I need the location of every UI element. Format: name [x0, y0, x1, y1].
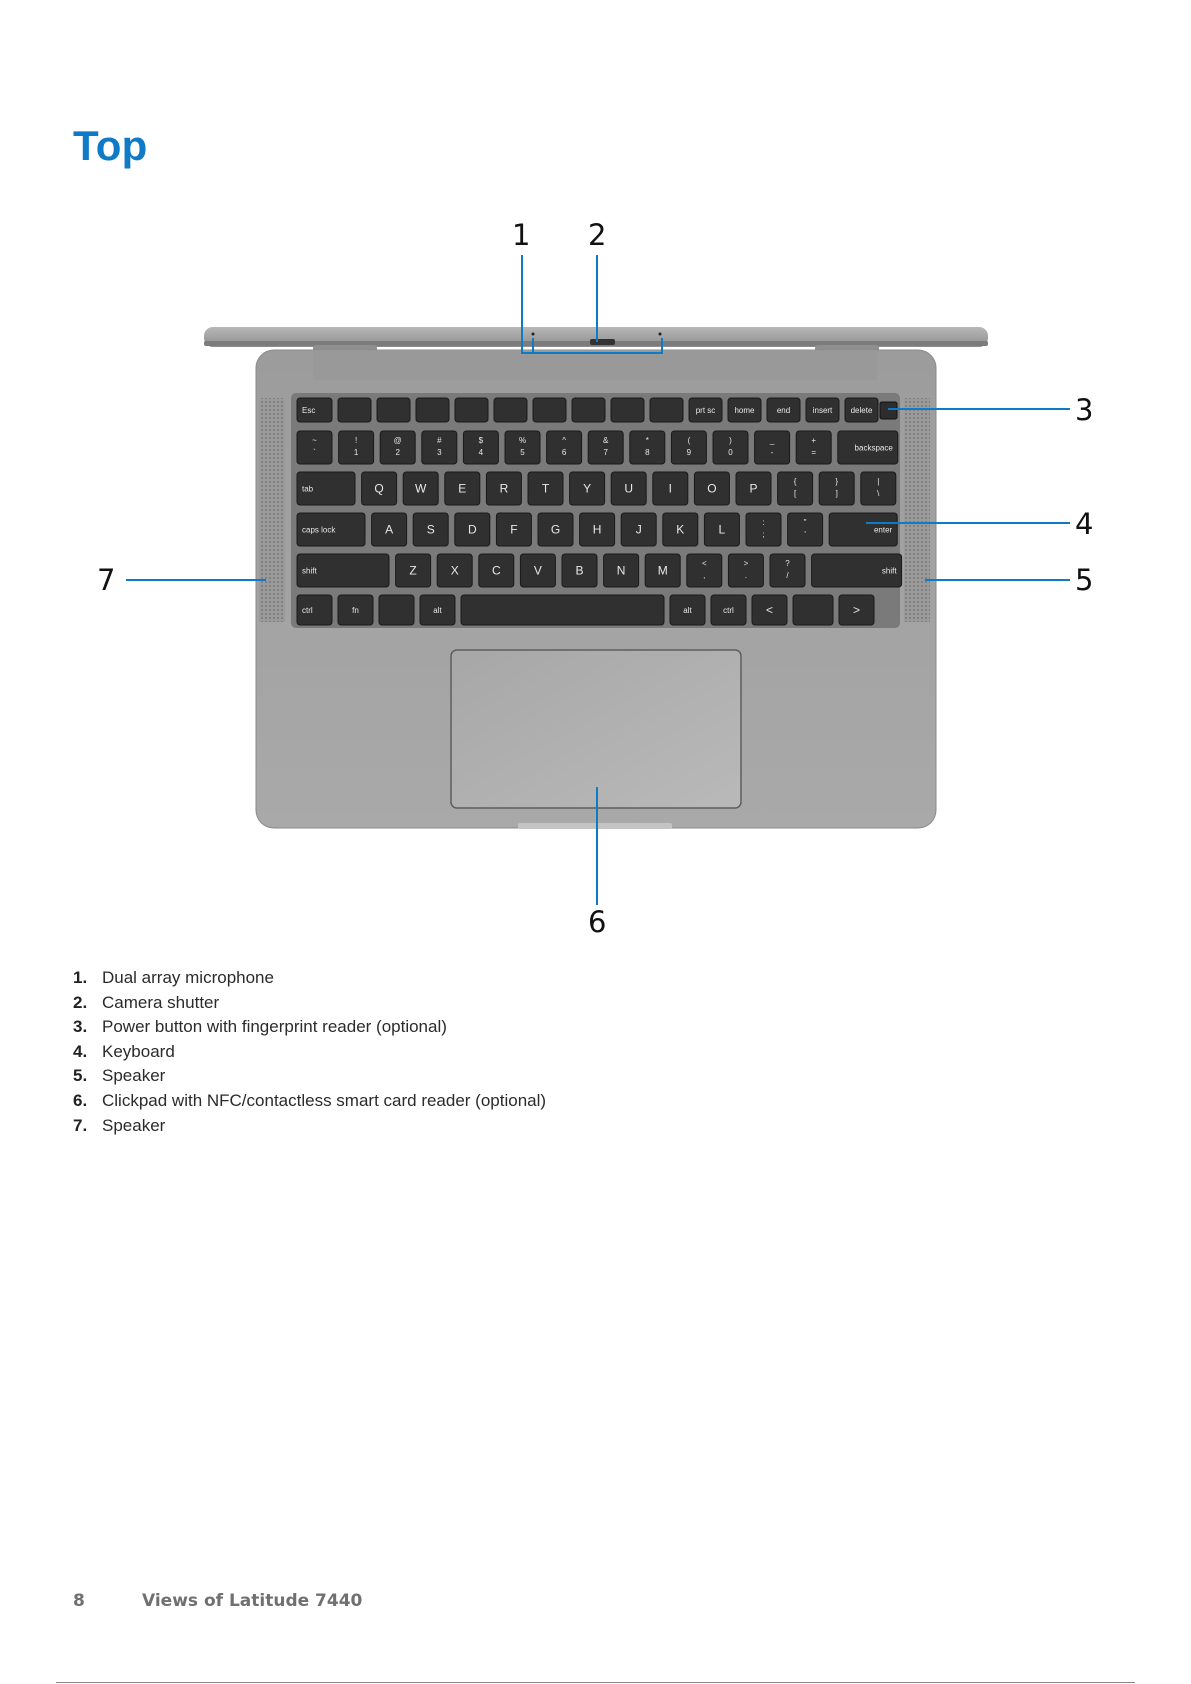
key-label: *: [645, 436, 649, 445]
key-label: !: [354, 436, 358, 445]
key-label: @: [393, 436, 402, 445]
key-label: fn: [352, 606, 359, 615]
key-label: H: [592, 522, 602, 537]
key-label: E: [458, 481, 467, 496]
key-label: ~: [312, 436, 317, 445]
key-label: 2: [395, 448, 400, 457]
key-label: ctrl: [723, 606, 734, 615]
legend-item: [73, 1114, 546, 1139]
key-label: ;: [762, 530, 765, 539]
key-label: 8: [645, 448, 650, 457]
page-title: Top: [73, 122, 148, 169]
key-label: P: [749, 481, 758, 496]
key-label: G: [550, 522, 561, 537]
key-label: 5: [520, 448, 525, 457]
key-label: ?: [785, 559, 790, 568]
key-label: >: [852, 603, 861, 617]
key-label: shift: [881, 566, 897, 576]
key-label: Y: [583, 481, 592, 496]
key-label: [: [793, 489, 797, 498]
keyboard-key: [377, 398, 410, 422]
keyboard-key: [416, 398, 449, 422]
key-label: X: [450, 563, 459, 578]
callout-1: 1: [512, 218, 531, 252]
key-label: J: [635, 522, 642, 537]
legend-number: 6.: [73, 1090, 88, 1110]
key-label: {: [793, 477, 797, 486]
keyboard-key: [461, 595, 664, 625]
key-label: 6: [561, 448, 567, 457]
keyboard-key: [455, 398, 488, 422]
legend-text: Speaker: [102, 1066, 166, 1086]
legend-item: [73, 1089, 546, 1114]
key-label: D: [467, 522, 477, 537]
callout-3: 3: [1075, 393, 1094, 427]
key-label: $: [478, 436, 484, 445]
keyboard-key: [379, 595, 414, 625]
key-label: tab: [302, 484, 314, 494]
key-label: L: [718, 522, 726, 537]
legend-item: [73, 1015, 546, 1040]
callout-6: 6: [588, 905, 607, 939]
key-label: #: [437, 436, 442, 445]
key-label: \: [877, 489, 880, 498]
legend-text: Dual array microphone: [102, 968, 274, 987]
key-label: V: [533, 563, 542, 578]
key-label: &: [603, 436, 609, 445]
key-label: 0: [728, 448, 733, 457]
camera-shutter: [590, 339, 615, 345]
key-label: -: [770, 448, 774, 457]
key-label: home: [734, 406, 755, 415]
key-label: R: [499, 481, 509, 496]
key-label: insert: [812, 406, 833, 415]
legend-item: [73, 991, 546, 1016]
legend-number: 5.: [73, 1066, 88, 1086]
callout-5: 5: [1075, 563, 1094, 597]
power-button: [880, 402, 897, 419]
callout-2: 2: [588, 218, 607, 252]
key-label: }: [835, 477, 839, 486]
key-label: I: [668, 481, 672, 496]
key-label: %: [518, 436, 527, 445]
key-label: Z: [409, 563, 417, 578]
key-label: Q: [374, 481, 384, 496]
right-speaker-grille: [904, 398, 930, 622]
key-label: 9: [686, 448, 692, 457]
key-label: B: [575, 563, 584, 578]
legend-item: [73, 1064, 546, 1089]
key-label: ^: [562, 436, 566, 445]
key-label: .: [744, 571, 748, 580]
key-label: ]: [835, 489, 838, 498]
legend-number: 1.: [73, 968, 88, 987]
legend-text: Speaker: [102, 1115, 166, 1135]
legend-text: Power button with fingerprint reader (optional): [102, 1017, 447, 1037]
key-label: :: [762, 518, 765, 527]
legend-text: Camera shutter: [102, 992, 220, 1012]
key-label: W: [415, 481, 427, 496]
key-label: backspace: [854, 443, 893, 453]
key-label: shift: [302, 566, 317, 576]
key-label: T: [541, 481, 550, 496]
key-label: C: [491, 563, 501, 578]
key-label: |: [877, 477, 880, 486]
key-label: ": [803, 518, 807, 527]
key-label: K: [676, 522, 685, 537]
key-label: =: [811, 448, 817, 457]
key-label: 3: [437, 448, 442, 457]
keyboard-key: [338, 398, 371, 422]
key-label: end: [776, 406, 791, 415]
legend-number: 2.: [73, 992, 88, 1012]
key-label: _: [769, 436, 775, 445]
callout-4: 4: [1075, 507, 1094, 541]
page-number: 8: [73, 1591, 85, 1611]
keyboard-key: [650, 398, 683, 422]
key-label: A: [385, 522, 394, 537]
key-label: ': [804, 530, 806, 539]
key-label: caps lock: [302, 525, 336, 535]
key-label: enter: [873, 525, 893, 535]
legend-number: 3.: [73, 1017, 88, 1037]
footer-rule: [56, 1682, 1135, 1683]
key-label: S: [426, 522, 435, 537]
key-label: M: [657, 563, 668, 578]
callout-legend: [73, 966, 546, 1138]
key-label: 7: [603, 448, 608, 457]
key-label: alt: [433, 606, 442, 615]
key-label: `: [313, 448, 316, 457]
right-microphone: [659, 333, 662, 336]
keyboard-deck: [291, 393, 900, 628]
key-label: <: [765, 603, 774, 617]
key-label: ,: [703, 571, 706, 580]
left-microphone: [532, 333, 535, 336]
page-footer: [73, 1591, 362, 1611]
legend-number: 4.: [73, 1041, 88, 1061]
key-label: ctrl: [302, 606, 313, 615]
key-label: >: [743, 559, 749, 568]
keyboard-key: [572, 398, 605, 422]
key-label: (: [687, 436, 691, 445]
key-label: N: [616, 563, 626, 578]
legend-text: Keyboard: [102, 1041, 175, 1061]
key-label: prt sc: [695, 406, 716, 415]
keyboard-key: [494, 398, 527, 422]
callout-7: 7: [97, 563, 116, 597]
legend-item: [73, 966, 546, 991]
keyboard-key: [533, 398, 566, 422]
left-speaker-grille: [259, 398, 285, 622]
key-label: Esc: [302, 406, 316, 415]
key-label: <: [701, 559, 707, 568]
legend-item: [73, 1040, 546, 1065]
key-label: /: [786, 571, 789, 580]
keyboard-key: [611, 398, 644, 422]
front-lip: [518, 823, 672, 829]
legend-number: 7.: [73, 1115, 88, 1135]
legend-text: Clickpad with NFC/contactless smart card reader (optional): [102, 1090, 547, 1110]
clickpad: [451, 650, 741, 808]
footer-section-title: Views of Latitude 7440: [142, 1591, 363, 1611]
key-label: delete: [850, 406, 873, 415]
key-label: F: [510, 522, 518, 537]
key-label: alt: [683, 606, 692, 615]
key-label: 1: [353, 448, 359, 457]
key-label: U: [624, 481, 634, 496]
key-label: ): [729, 436, 732, 445]
key-label: 4: [478, 448, 484, 457]
keyboard-key: [793, 595, 833, 625]
key-label: O: [707, 481, 717, 496]
key-label: +: [811, 436, 817, 445]
